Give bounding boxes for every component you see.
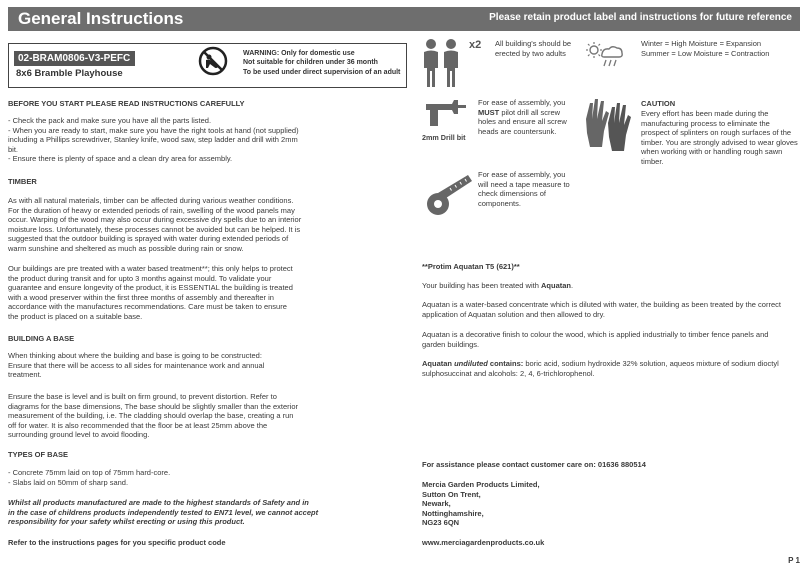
text-line: prospect of splinters on rough surfaces of the (641, 128, 792, 138)
text-line: As with all natural materials, timber can be affected during various weather conditions. (8, 196, 294, 205)
text-line: Winter = High Moisture = Expansion (641, 39, 762, 48)
text-line: check dimensions of (478, 189, 546, 199)
protim-heading: **Protim Aquatan T5 (621)** (422, 262, 520, 271)
header-bar (8, 7, 800, 31)
text-line: with a wood preserver within the first three months of assembly and thereafter in (8, 292, 274, 302)
text-line: guarantee and ensure longevity of the product, it is ESSENTIAL the building is treated (8, 283, 293, 293)
text-line: - Slabs laid on 50mm of sharp sand. (8, 477, 129, 487)
text-line: when working with or handling rough sawn (641, 147, 783, 157)
text-line: holes and ensure all screw (478, 117, 567, 127)
product-code: 02-BRAM0806-V3-PEFC (14, 51, 135, 66)
address-line: NG23 6QN (422, 518, 460, 528)
aquatan-text-2 (422, 330, 768, 349)
caution-text (641, 109, 798, 167)
text-line: occur. Warping of the wood may also occur during excessive dry spells due to an interior (8, 215, 302, 225)
refer-note: Refer to the instructions pages for you specific product code (8, 538, 226, 547)
text-line: For ease of assembly, you (478, 170, 566, 179)
types-heading: TYPES OF BASE (8, 450, 69, 459)
text-line: components. (478, 198, 521, 208)
before-text (8, 116, 299, 164)
text-line: including a Phillips screwdriver, Stanley knife, wood saw, step ladder and drill with 2mm (8, 135, 298, 145)
product-name: 8x6 Bramble Playhouse (16, 68, 123, 79)
tape-measure-icon (424, 172, 474, 218)
standards-text (8, 498, 318, 527)
text-line: suggested that the outdoor building is sprayed with water during extended periods of (8, 234, 289, 244)
text-line: warm sunshine and sheltered as much as possible during rain or snow. (8, 243, 244, 253)
text-line: Aquatan is a water-based concentrate which is diluted with water, the building as been treated by the correct (422, 300, 781, 309)
level-text (8, 392, 298, 440)
warning-line: WARNING: Only for domestic use (243, 50, 355, 57)
text-line: erected by two adults (495, 48, 566, 58)
text-line: off for water. It is also recommended that the floor be at least 25mm above the (8, 420, 268, 430)
drill-icon (424, 96, 468, 132)
text-line: surrounding ground level to avoid flooding. (8, 430, 150, 440)
adults-note (495, 39, 571, 58)
caution-heading: CAUTION (641, 99, 676, 108)
text-line: moisture loss. Unfortunately, these processes cannot be avoided but can be helped. It is (8, 224, 301, 234)
text-span: pilot drill all screw (499, 107, 561, 117)
text-line (422, 359, 779, 369)
address-block (422, 480, 540, 528)
warning-line: Not suitable for children under 36 month (243, 59, 378, 67)
text-span: undiluted (454, 359, 488, 368)
drill-bit-label: 2mm Drill bit (422, 133, 466, 142)
must-emphasis: MUST (478, 107, 500, 117)
page-title: General Instructions (18, 9, 184, 28)
text-line: the product is placed on a suitable base. (8, 311, 143, 321)
aquatan-brand: Aquatan (540, 281, 571, 290)
text-line: responsibility for your safety whilst erecting or using this product. (8, 517, 245, 527)
website-link[interactable]: www.merciagardenproducts.co.uk (422, 538, 545, 547)
text-line: in the case of childrens products independently tested to EN71 level, we cannot accept (8, 507, 319, 517)
timber-heading: TIMBER (8, 177, 37, 186)
text-span: . (570, 281, 574, 290)
address-line: Newark, (422, 499, 451, 509)
text-span: Aquatan (422, 359, 455, 368)
text-line: treatment. (8, 370, 42, 380)
aquatan-text-1 (422, 300, 781, 319)
text-line: Every effort has been made during the (641, 109, 769, 118)
address-line: Mercia Garden Products Limited, (422, 480, 540, 489)
text-line: - Check the pack and make sure you have all the parts listed. (8, 116, 212, 125)
text-line: timber. You are strongly advised to wear gloves (641, 137, 798, 147)
text-line: application of Aquatan solution and then allowed to dry. (422, 309, 605, 319)
text-span: Your building has been treated with (422, 281, 541, 290)
text-line: manufacturing process to eliminate the (641, 118, 770, 128)
text-line: Aquatan is a decorative finish to colour the wood, which is applied industrially to timber fence panels and (422, 330, 769, 339)
address-line: Sutton On Trent, (422, 489, 481, 499)
text-line: - When you are ready to start, make sure you have the right tools at hand (not supplied) (8, 125, 299, 135)
text-line: Summer = Low Moisture = Contraction (641, 48, 770, 58)
base-text (8, 351, 264, 380)
text-line (478, 108, 567, 118)
assistance-line: For assistance please contact customer care on: 01636 880514 (422, 460, 646, 469)
timber-text (8, 196, 301, 254)
text-line: For ease of assembly, you (478, 98, 566, 107)
aquatan-contains (422, 359, 779, 378)
text-line: Whilst all products manufactured are made to the highest standards of Safety and in (8, 498, 309, 507)
gloves-icon (582, 97, 636, 157)
warning-line: To be used under direct supervision of an adult (243, 68, 401, 76)
text-line: sulphosuccinat and alcohols: 2, 4, 6-trichlorophenol. (422, 368, 595, 378)
base-heading: BUILDING A BASE (8, 334, 75, 343)
text-line: will need a tape measure to (478, 179, 570, 189)
text-line: timber. (641, 156, 664, 166)
treatment-text (8, 264, 293, 322)
text-line: All building's should be (495, 39, 572, 48)
no-small-children-icon (198, 46, 228, 76)
text-span: boric acid, sodium hydroxide 32% solution, aqueos mixture of sodium dioctyl (523, 359, 779, 368)
text-line: bit. (8, 144, 19, 154)
text-line: heads are countersunk. (478, 126, 557, 136)
types-text (8, 468, 170, 487)
text-span: contains: (487, 359, 524, 368)
page-number: P 1 (788, 556, 800, 565)
weather-note (641, 39, 769, 58)
retain-note: Please retain product label and instructions for future reference (489, 12, 792, 23)
text-line: accordance with the manufactures recommendations. Care must be taken to ensure (8, 302, 287, 312)
adults-count: x2 (469, 39, 482, 51)
before-heading: BEFORE YOU START PLEASE READ INSTRUCTIONS CAREFULLY (8, 99, 245, 108)
text-line: - Concrete 75mm laid on top of 75mm hard-core. (8, 468, 171, 477)
text-line: garden buildings. (422, 339, 480, 349)
weather-icon (585, 40, 625, 70)
text-line: Our buildings are pre treated with a water based treatment**; this only helps to protect (8, 264, 293, 273)
text-line: the product during transit and for upto 3 months against mould. To validate your (8, 273, 272, 283)
text-line: diagrams for the base dimensions, The base should be slightly smaller than the exterior (8, 401, 299, 411)
tape-note (478, 170, 570, 208)
text-line: When thinking about where the building and base is going to be constructed: (8, 351, 262, 360)
text-line: Ensure the base is level and is built on firm ground, to prevent distortion. Refer to (8, 392, 277, 401)
protim-intro (422, 281, 573, 291)
address-line: Nottinghamshire, (422, 508, 484, 518)
warning-text (243, 49, 400, 77)
text-line: - Ensure there is plenty of space and a clean dry area for assembly. (8, 154, 233, 164)
drill-note (478, 98, 567, 136)
two-adults-icon (421, 38, 469, 88)
text-line: For the duration of heavy or extended periods of rain, swelling of the wood panels may (8, 205, 295, 215)
text-line: Ensure that there will be access to all sides for maintenance work and annual (8, 360, 265, 370)
text-line: measurement of the building, i.e. The cladding should overlap the base, creating a run (8, 411, 294, 421)
